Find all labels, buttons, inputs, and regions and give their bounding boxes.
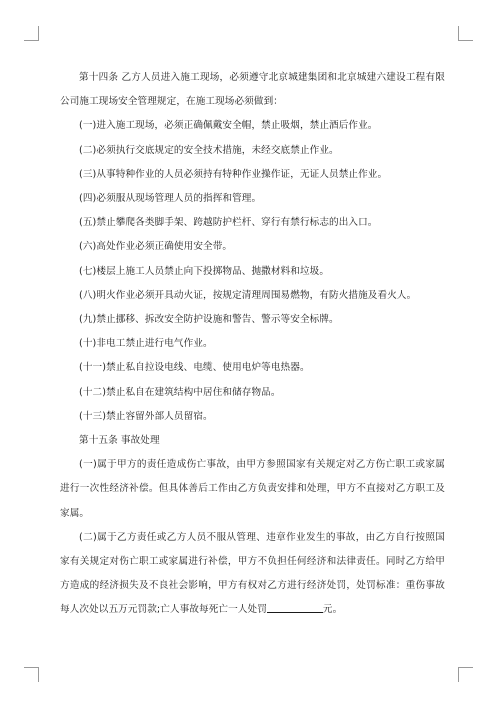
article-15-paragraph-2-end: 元。 — [322, 604, 343, 616]
article-15-heading: 第十五条 事故处理 — [79, 435, 160, 447]
crop-mark-bottom-right — [458, 667, 473, 682]
article-15-paragraph-2 — [60, 526, 445, 623]
article-14-item: (九)禁止挪移、拆改安全防护设施和警告、警示等安全标牌。 — [79, 314, 339, 326]
article-14-item: (六)高处作业必须正确使用安全带。 — [79, 241, 233, 253]
article-14-item: (十二)禁止私自在建筑结构中居住和储存物品。 — [79, 386, 281, 398]
fill-in-blank[interactable] — [267, 602, 323, 613]
document-body — [60, 66, 445, 623]
crop-mark-top-right — [458, 26, 473, 41]
article-14-item: (八)明火作业必须开具动火证，按规定清理周围易燃物，有防火措施及看火人。 — [79, 289, 417, 301]
crop-mark-top-left — [24, 26, 39, 41]
article-15-paragraph-1: (一)属于甲方的责任造成伤亡事故，由甲方参照国家有关规定对乙方伤亡职工或家属进行一次性经济补偿。但具体善后工作由乙方负责安排和处理，甲方不直接对乙方职工及家属。 — [60, 459, 445, 519]
crop-mark-bottom-left — [24, 667, 39, 682]
article-15-paragraph-2-text: (二)属于乙方责任或乙方人员不服从管理、违章作业发生的事故，由乙方自行按照国家有关规定对伤亡职工或家属进行补偿，甲方不负担任何经济和法律责任。同时乙方给甲方造成的经济损失及不良社会影响，甲方有权对乙方进行经济处罚，处罚标准：重伤事故每人次处以五万元罚款;亡人事故每死亡一人处罚 — [60, 531, 445, 616]
article-14-item: (一)进入施工现场，必须正确佩戴安全帽，禁止吸烟，禁止酒后作业。 — [79, 120, 378, 132]
article-14-item: (十)非电工禁止进行电气作业。 — [79, 338, 213, 350]
article-14-item: (五)禁止攀爬各类脚手架、跨越防护栏杆、穿行有禁行标志的出入口。 — [79, 217, 378, 229]
article-14-item: (十三)禁止容留外部人员留宿。 — [79, 410, 213, 422]
article-14-item: (四)必须服从现场管理人员的指挥和管理。 — [79, 193, 262, 205]
article-14-item: (三)从事特种作业的人员必须持有特种作业操作证，无证人员禁止作业。 — [79, 168, 388, 180]
article-14-item: (十一)禁止私自拉设电线、电缆、使用电炉等电热器。 — [79, 362, 310, 374]
article-14-item: (七)楼层上施工人员禁止向下投掷物品、抛撒材料和垃圾。 — [79, 265, 330, 277]
article-14-item: (二)必须执行交底规定的安全技术措施，未经交底禁止作业。 — [79, 144, 339, 156]
article-14-intro: 第十四条 乙方人员进入施工现场，必须遵守北京城建集团和北京城建六建设工程有限公司施工现场安全管理规定，在施工现场必须做到： — [60, 72, 445, 108]
